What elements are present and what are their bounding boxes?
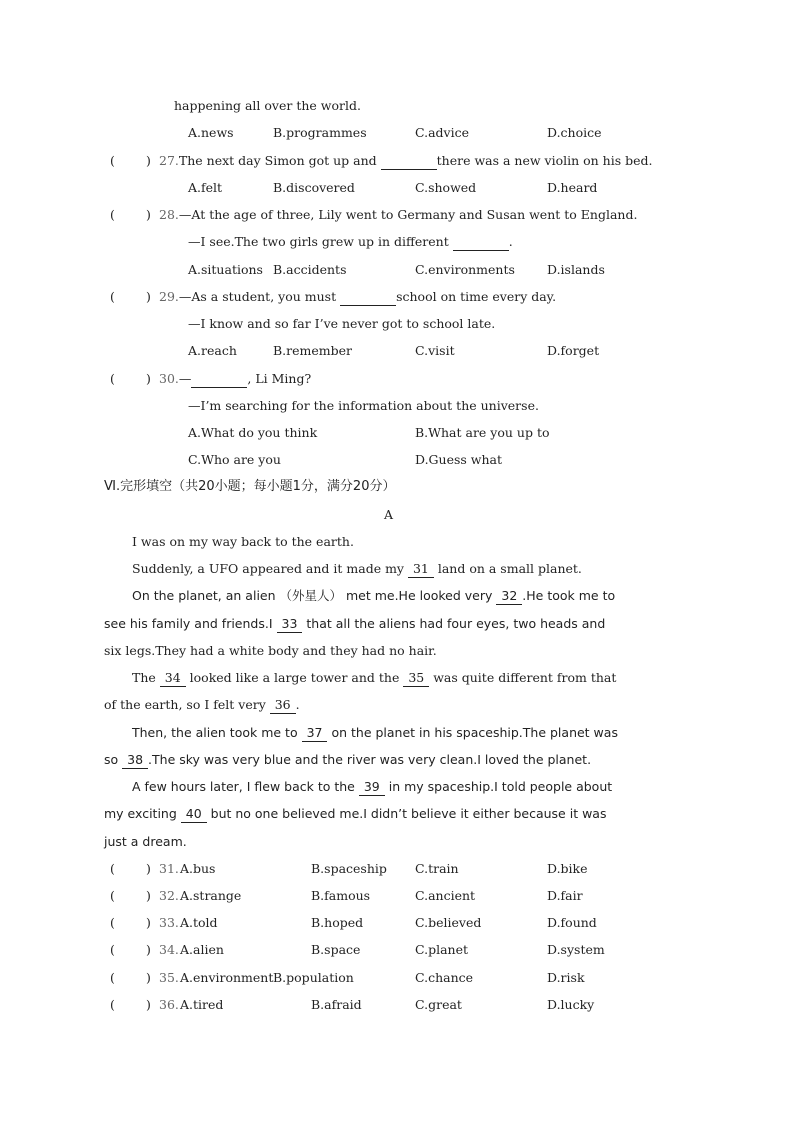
passage-text: was quite different from that bbox=[429, 670, 617, 685]
stem-text: —As a student, you must bbox=[178, 289, 341, 304]
answer-paren-close[interactable]: ) bbox=[146, 970, 151, 985]
q30-reply: —I’m searching for the information about the universe. bbox=[188, 398, 539, 413]
answer-paren-close[interactable]: ) bbox=[146, 915, 151, 930]
answer-paren-open[interactable]: ( bbox=[110, 942, 115, 957]
passage-text: A few hours later, I flew back to the bbox=[132, 779, 359, 794]
passage-line bbox=[104, 752, 591, 769]
option-a[interactable]: A.alien bbox=[180, 942, 224, 957]
passage-text: that all the aliens had four eyes, two heads and bbox=[302, 616, 606, 631]
blank-35[interactable]: 35 bbox=[403, 670, 429, 687]
option-b[interactable]: B.hoped bbox=[311, 915, 364, 930]
passage-text: my exciting bbox=[104, 806, 181, 821]
passage-text: of the earth, so I felt very bbox=[104, 697, 270, 712]
question-number: 28. bbox=[159, 207, 179, 222]
blank-33[interactable]: 33 bbox=[277, 616, 303, 633]
q30-option-c[interactable]: C.Who are you bbox=[188, 452, 281, 467]
stem-text: there was a new violin on his bed. bbox=[436, 153, 653, 168]
option-b[interactable]: B.space bbox=[311, 942, 361, 957]
question-number: 30. bbox=[159, 371, 179, 386]
passage-text: looked like a large tower and the bbox=[185, 670, 404, 685]
stem-text: school on time every day. bbox=[396, 289, 557, 304]
option-d[interactable]: D.system bbox=[547, 942, 605, 957]
answer-paren-open[interactable]: ( bbox=[110, 861, 115, 876]
passage-text: On the planet, an alien （外星人） met me.He looked very bbox=[132, 588, 497, 603]
q26-option-b[interactable]: B.programmes bbox=[273, 125, 367, 140]
question-number: 34. bbox=[159, 942, 179, 957]
blank-34[interactable]: 34 bbox=[160, 670, 186, 687]
answer-blank[interactable] bbox=[453, 234, 509, 251]
q26-option-c[interactable]: C.advice bbox=[415, 125, 470, 140]
passage-text: The bbox=[132, 670, 160, 685]
answer-paren-open[interactable]: ( bbox=[110, 888, 115, 903]
question-number: 33. bbox=[159, 915, 179, 930]
option-b[interactable]: B.afraid bbox=[311, 997, 362, 1012]
passage-text: on the planet in his spaceship.The planet was bbox=[327, 725, 618, 740]
answer-paren-close[interactable]: ) bbox=[146, 888, 151, 903]
blank-36[interactable]: 36 bbox=[270, 697, 296, 714]
reply-text: —I see.The two girls grew up in different bbox=[188, 234, 453, 249]
option-c[interactable]: C.chance bbox=[415, 970, 474, 985]
blank-39[interactable]: 39 bbox=[359, 779, 385, 796]
passage-text: .The sky was very blue and the river was very clean.I loved the planet. bbox=[148, 752, 592, 767]
q30-option-a[interactable]: A.What do you think bbox=[188, 425, 318, 440]
q29-option-b[interactable]: B.remember bbox=[273, 343, 353, 358]
answer-paren-open[interactable]: ( bbox=[110, 207, 115, 222]
q26-option-a[interactable]: A.news bbox=[188, 125, 234, 140]
q27-option-b[interactable]: B.discovered bbox=[273, 180, 355, 195]
option-c[interactable]: C.planet bbox=[415, 942, 469, 957]
q30-option-b[interactable]: B.What are you up to bbox=[415, 425, 550, 440]
passage-line bbox=[104, 616, 605, 633]
q29-option-c[interactable]: C.visit bbox=[415, 343, 455, 358]
stem-text: —At the age of three, Lily went to Germany and Susan went to England. bbox=[178, 207, 638, 222]
option-a[interactable]: A.strange bbox=[180, 888, 242, 903]
passage-line bbox=[132, 725, 618, 742]
option-d[interactable]: D.found bbox=[547, 915, 597, 930]
q30-stem bbox=[159, 371, 311, 388]
passage-text: in my spaceship.I told people about bbox=[384, 779, 613, 794]
stem-text: — bbox=[178, 371, 192, 386]
q28-reply bbox=[188, 234, 513, 251]
stem-text: The next day Simon got up and bbox=[178, 153, 381, 168]
passage-text: but no one believed me.I didn’t believe it either because it was bbox=[206, 806, 607, 821]
q28-stem bbox=[159, 207, 637, 223]
option-d[interactable]: D.bike bbox=[547, 861, 588, 876]
passage-text: so bbox=[104, 752, 123, 767]
option-b[interactable]: B.famous bbox=[311, 888, 371, 903]
answer-paren-open[interactable]: ( bbox=[110, 153, 115, 168]
answer-paren-open[interactable]: ( bbox=[110, 970, 115, 985]
passage-line: I was on my way back to the earth. bbox=[132, 534, 354, 549]
passage-line bbox=[132, 588, 615, 605]
passage-line bbox=[132, 670, 616, 687]
q28-option-c[interactable]: C.environments bbox=[415, 262, 515, 277]
q26-option-d[interactable]: D.choice bbox=[547, 125, 602, 140]
passage-line bbox=[132, 779, 612, 796]
passage-text: Suddenly, a UFO appeared and it made my bbox=[132, 561, 408, 576]
answer-blank[interactable] bbox=[191, 371, 247, 388]
option-d[interactable]: D.fair bbox=[547, 888, 583, 903]
q29-option-d[interactable]: D.forget bbox=[547, 343, 600, 358]
section-title: Ⅵ.完形填空（共20小题；每小题1分，满分20分） bbox=[104, 479, 396, 494]
answer-paren-open[interactable]: ( bbox=[110, 997, 115, 1012]
answer-paren-open[interactable]: ( bbox=[110, 371, 115, 386]
passage-text: land on a small planet. bbox=[433, 561, 582, 576]
blank-40[interactable]: 40 bbox=[181, 806, 207, 823]
option-b[interactable]: B.spaceship bbox=[311, 861, 387, 876]
passage-text: Then, the alien took me to bbox=[132, 725, 302, 740]
blank-37[interactable]: 37 bbox=[302, 725, 328, 742]
q28-option-a[interactable]: A.situations bbox=[188, 262, 263, 277]
answer-paren-close[interactable]: ) bbox=[146, 997, 151, 1012]
option-a[interactable]: A.bus bbox=[180, 861, 216, 876]
answer-paren-close[interactable]: ) bbox=[146, 371, 151, 386]
option-c[interactable]: C.believed bbox=[415, 915, 482, 930]
q29-option-a[interactable]: A.reach bbox=[188, 343, 237, 358]
passage-text: .He took me to bbox=[522, 588, 616, 603]
passage-line bbox=[104, 697, 300, 714]
q28-option-b[interactable]: B.accidents bbox=[273, 262, 347, 277]
answer-paren-open[interactable]: ( bbox=[110, 289, 115, 304]
passage-line bbox=[104, 806, 606, 823]
option-a[interactable]: A.environment bbox=[180, 970, 274, 985]
option-a[interactable]: A.told bbox=[180, 915, 218, 930]
q27-stem bbox=[159, 153, 653, 170]
reply-text: . bbox=[508, 234, 513, 249]
answer-paren-close[interactable]: ) bbox=[146, 861, 151, 876]
option-a[interactable]: A.tired bbox=[180, 997, 224, 1012]
passage-line: six legs.They had a white body and they had no hair. bbox=[104, 643, 437, 658]
passage-line bbox=[132, 561, 582, 578]
blank-32[interactable]: 32 bbox=[496, 588, 522, 605]
question-number: 36. bbox=[159, 997, 179, 1012]
question-number: 31. bbox=[159, 861, 179, 876]
question-number: 29. bbox=[159, 289, 179, 304]
answer-blank[interactable] bbox=[381, 153, 437, 170]
option-c[interactable]: C.ancient bbox=[415, 888, 476, 903]
passage-text: . bbox=[295, 697, 300, 712]
question-number: 32. bbox=[159, 888, 179, 903]
stem-text: , Li Ming? bbox=[247, 371, 312, 386]
answer-paren-open[interactable]: ( bbox=[110, 915, 115, 930]
passage-line: just a dream. bbox=[104, 834, 187, 849]
blank-31[interactable]: 31 bbox=[408, 561, 434, 578]
question-number: 27. bbox=[159, 153, 179, 168]
option-d[interactable]: D.lucky bbox=[547, 997, 595, 1012]
answer-paren-close[interactable]: ) bbox=[146, 153, 151, 168]
question-number: 35. bbox=[159, 970, 179, 985]
q30-option-d[interactable]: D.Guess what bbox=[415, 452, 503, 467]
q27-option-d[interactable]: D.heard bbox=[547, 180, 598, 195]
option-c[interactable]: C.great bbox=[415, 997, 462, 1012]
q26-stem-continued: happening all over the world. bbox=[174, 98, 361, 113]
blank-38[interactable]: 38 bbox=[122, 752, 148, 769]
passage-label: A bbox=[384, 507, 394, 522]
answer-paren-close[interactable]: ) bbox=[146, 289, 151, 304]
answer-paren-close[interactable]: ) bbox=[146, 942, 151, 957]
q27-option-a[interactable]: A.felt bbox=[188, 180, 223, 195]
option-c[interactable]: C.train bbox=[415, 861, 459, 876]
q27-option-c[interactable]: C.showed bbox=[415, 180, 477, 195]
q29-reply: —I know and so far I’ve never got to school late. bbox=[188, 316, 496, 331]
answer-blank[interactable] bbox=[340, 289, 396, 306]
answer-paren-close[interactable]: ) bbox=[146, 207, 151, 222]
option-d[interactable]: D.risk bbox=[547, 970, 585, 985]
option-b[interactable]: B.population bbox=[273, 970, 354, 985]
passage-text: see his family and friends.I bbox=[104, 616, 277, 631]
q28-option-d[interactable]: D.islands bbox=[547, 262, 605, 277]
q29-stem bbox=[159, 289, 556, 306]
